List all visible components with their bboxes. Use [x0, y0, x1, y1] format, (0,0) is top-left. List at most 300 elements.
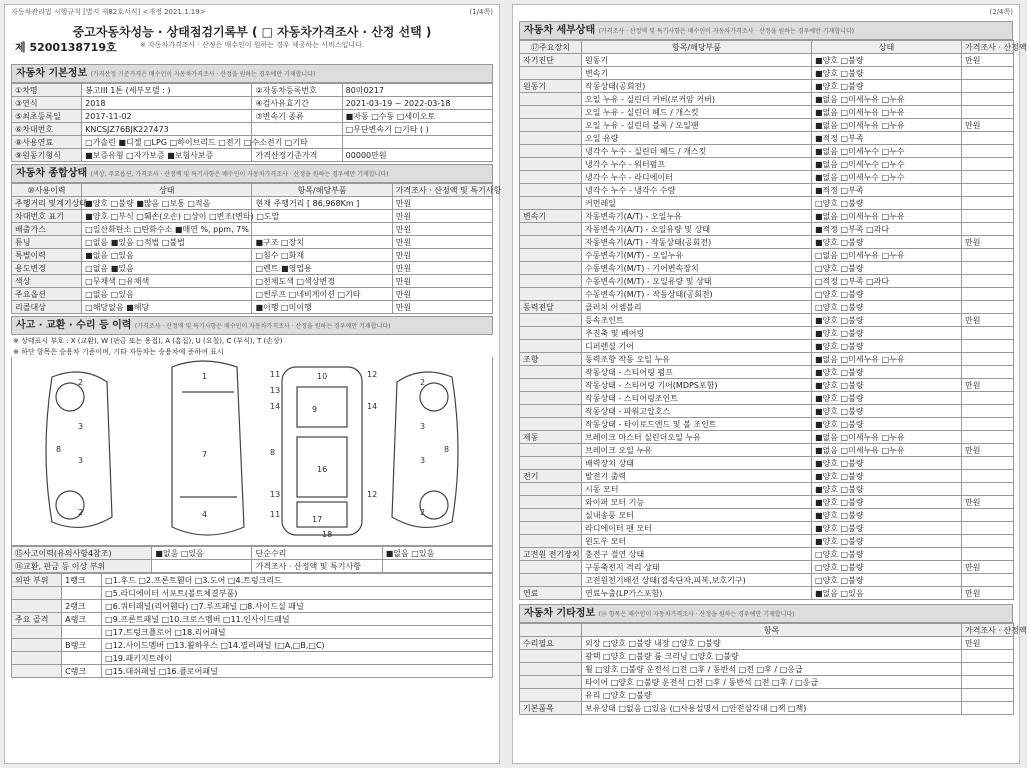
table-row [12, 665, 493, 678]
table-cell: ■양호 □불량 [812, 80, 962, 93]
table-cell: 변속기 [582, 67, 812, 80]
detail-status-table [519, 40, 1027, 600]
table-row [520, 327, 1014, 340]
table-cell: 자동변속기(A/T) - 오일유량 및 상태 [582, 223, 812, 236]
table-row [12, 197, 493, 210]
table-cell [962, 418, 1014, 431]
table-cell [382, 560, 492, 573]
table-cell [62, 626, 102, 639]
table-cell: C랭크 [62, 665, 102, 678]
table-cell [520, 93, 582, 106]
table-cell [12, 587, 62, 600]
table-row [12, 547, 493, 560]
table-cell [520, 574, 582, 587]
table-cell: ②자동차등록번호 [252, 84, 342, 97]
table-cell: 충전구 절연 상태 [582, 548, 812, 561]
table-cell [62, 652, 102, 665]
table-cell: □무단변속기 □기타 ( ) [342, 123, 492, 136]
table-cell: ■없음 □있음 [382, 547, 492, 560]
table-row [520, 67, 1014, 80]
svg-text:2: 2 [420, 378, 426, 387]
table-cell [520, 314, 582, 327]
table-cell [962, 249, 1014, 262]
svg-text:4: 4 [202, 510, 208, 519]
table-cell: 작동상태 - 파워고압호스 [582, 405, 812, 418]
table-cell: 만원 [962, 444, 1014, 457]
svg-text:16: 16 [317, 465, 328, 474]
table-cell: □없음 ■있음 □적법 □불법 [82, 236, 252, 249]
table-cell: ③연식 [12, 97, 82, 110]
table-cell: ■없음 □있음 [152, 547, 252, 560]
table-row [520, 288, 1014, 301]
table-cell: 냉각수 누수 - 워터펌프 [582, 158, 812, 171]
table-row [520, 650, 1014, 663]
table-cell: ⑦변속기 종류 [252, 110, 342, 123]
table-cell: ■양호 □불량 [812, 340, 962, 353]
table-cell: 만원 [962, 379, 1014, 392]
table-cell: ■양호 □불량 [812, 470, 962, 483]
table-cell [962, 158, 1014, 171]
table-row [520, 262, 1014, 275]
table-row [12, 97, 493, 110]
table-row [12, 574, 493, 587]
table-cell [520, 158, 582, 171]
svg-text:1: 1 [202, 372, 208, 381]
table-cell: 가격산정기준가격 [252, 149, 342, 162]
table-cell: 와이퍼 모터 기능 [582, 496, 812, 509]
table-cell: ■양호 □불량 [812, 405, 962, 418]
table-cell: ■양호 □불량 [812, 483, 962, 496]
legend-symbols: ※ 상태표시 부호 : X (교환), W (판금 또는 용접), A (흠집), U (요철), C (부식), T (손상) [13, 337, 283, 345]
table-cell: 2018 [82, 97, 252, 110]
document-number: 제 5200138719호 [15, 41, 117, 54]
table-cell: 시동 모터 [582, 483, 812, 496]
table-cell: ■양호 □불량 [812, 535, 962, 548]
table-cell: ■이행 □미이행 [252, 301, 392, 314]
column-header: 항목 [582, 624, 962, 637]
table-cell [520, 106, 582, 119]
column-header: ⑰주요장치 [520, 41, 582, 54]
table-cell: ■양호 □불량 [812, 236, 962, 249]
table-row [520, 314, 1014, 327]
table-cell [152, 560, 252, 573]
table-cell [962, 80, 1014, 93]
table-cell: ■없음 □있음 [812, 587, 962, 600]
table-cell [962, 197, 1014, 210]
table-cell: ■구조 □장치 [252, 236, 392, 249]
table-cell [962, 223, 1014, 236]
table-cell [520, 262, 582, 275]
table-cell: ①차명 [12, 84, 82, 97]
table-cell: 가격조사 · 산정액 및 특기사항 [252, 560, 382, 573]
svg-text:12: 12 [367, 370, 378, 379]
basic-info-table [11, 83, 493, 162]
table-cell [520, 275, 582, 288]
table-cell [12, 600, 62, 613]
table-row [12, 288, 493, 301]
table-row [520, 93, 1014, 106]
table-cell [962, 145, 1014, 158]
table-cell: 자동변속기(A/T) - 작동상태(공회전) [582, 236, 812, 249]
table-row [520, 171, 1014, 184]
table-cell [520, 184, 582, 197]
table-cell: 만원 [962, 637, 1014, 650]
table-row [12, 84, 493, 97]
table-cell [520, 171, 582, 184]
table-row [520, 561, 1014, 574]
table-row [12, 249, 493, 262]
table-cell: ■없음 □미세누수 □누수 [812, 158, 962, 171]
table-cell: ■없음 □미세누유 □누유 [812, 106, 962, 119]
table-row [12, 587, 493, 600]
table-cell: 2017-11-02 [82, 110, 252, 123]
table-cell: 만원 [392, 236, 492, 249]
svg-text:10: 10 [317, 372, 328, 381]
table-cell: 만원 [392, 249, 492, 262]
accident-table [11, 546, 493, 573]
form-ref: 자동차관리법 시행규칙 [별지 제82호서식] <개정 2021.1.19> [11, 8, 206, 16]
table-cell: ■양호 □불량 [812, 522, 962, 535]
table-cell: 00000만원 [342, 149, 492, 162]
table-row [520, 366, 1014, 379]
table-cell: ■없음 □미세누유 □누유 [812, 210, 962, 223]
table-cell: 만원 [392, 262, 492, 275]
table-cell: ■양호 □불량 ■많음 □보통 □적음 [82, 197, 252, 210]
svg-text:11: 11 [270, 510, 281, 519]
table-cell [962, 171, 1014, 184]
table-cell: ■양호 □불량 [812, 418, 962, 431]
table-cell: 만원 [962, 587, 1014, 600]
svg-text:9: 9 [312, 405, 318, 414]
table-cell [520, 327, 582, 340]
table-cell [962, 262, 1014, 275]
table-cell: 1랭크 [62, 574, 102, 587]
table-cell [962, 650, 1014, 663]
table-row [12, 210, 493, 223]
table-cell: 자기진단 [520, 54, 582, 67]
page-2 [512, 4, 1027, 764]
table-cell: 오일 누유 - 실린더 블록 / 오일팬 [582, 119, 812, 132]
table-cell: 수리필요 [520, 637, 582, 650]
svg-text:8: 8 [270, 448, 276, 457]
table-cell: 외판 부위 [12, 574, 62, 587]
table-cell: □5.라디에이터 서포트(볼트체결부품) [102, 587, 493, 600]
svg-text:3: 3 [420, 422, 426, 431]
table-row [520, 132, 1014, 145]
table-cell [962, 106, 1014, 119]
table-cell [962, 663, 1014, 676]
table-row [520, 574, 1014, 587]
table-row [520, 197, 1014, 210]
table-row [520, 158, 1014, 171]
table-cell: □썬루프 □네비게이션 □기타 [252, 288, 392, 301]
table-cell: 수동변속기(M/T) - 기어변속장치 [582, 262, 812, 275]
table-cell: 전기 [520, 470, 582, 483]
table-cell: □가솔린 ■디젤 □LPG □하이브리드 □전기 □수소전기 □기타 [82, 136, 252, 149]
table-cell: 차대번호 표기 [12, 210, 82, 223]
table-cell: 브레이크 마스터 실린더오일 누유 [582, 431, 812, 444]
table-cell: ■양호 □불량 [812, 54, 962, 67]
table-cell [962, 353, 1014, 366]
table-cell: ■없음 □미세누유 □누유 [812, 353, 962, 366]
table-cell: 용도변경 [12, 262, 82, 275]
table-cell [962, 405, 1014, 418]
table-row [520, 210, 1014, 223]
table-cell [962, 689, 1014, 702]
table-cell: ⑤최초등록일 [12, 110, 82, 123]
table-row [12, 613, 493, 626]
table-row [520, 418, 1014, 431]
table-cell [12, 652, 62, 665]
table-row [520, 106, 1014, 119]
table-cell: 단순수리 [252, 547, 382, 560]
table-row [12, 600, 493, 613]
document-subtitle: ※ 자동차가격조사 · 산정은 매수인이 원하는 경우 제공하는 서비스입니다. [139, 41, 365, 49]
table-cell: 고전원전기배선 상태(접속단자,피복,보호기구) [582, 574, 812, 587]
svg-text:14: 14 [270, 402, 281, 411]
table-cell: ■양호 □부식 □훼손(오손) □상이 □변조(변타) □도말 [82, 210, 252, 223]
table-cell [520, 522, 582, 535]
table-cell: 튜닝 [12, 236, 82, 249]
table-cell: 작동상태 - 타이로드엔드 및 볼 조인트 [582, 418, 812, 431]
table-cell [520, 340, 582, 353]
table-cell: ■양호 □불량 [812, 366, 962, 379]
table-cell [520, 236, 582, 249]
table-row [12, 236, 493, 249]
table-cell: 실내송풍 모터 [582, 509, 812, 522]
page-number: (1/4쪽) [469, 8, 493, 16]
table-row [520, 702, 1014, 715]
table-cell: □6.쿼터패널(리어휀다) □7.루프패널 □8.사이드실 패널 [102, 600, 493, 613]
table-cell [520, 379, 582, 392]
table-cell [962, 366, 1014, 379]
table-row [520, 184, 1014, 197]
table-cell: ⑮사고이력(유의사항4참조) [12, 547, 152, 560]
table-cell [520, 676, 582, 689]
table-cell: 만원 [962, 119, 1014, 132]
table-cell: 보유상태 □없음 □있음 (□사용설명서 □안전삼각대 □잭 □잭) [582, 702, 962, 715]
table-cell [520, 444, 582, 457]
table-row [520, 379, 1014, 392]
table-cell: □해당없음 ■해당 [82, 301, 252, 314]
table-cell: □17.트렁크플로어 □18.리어패널 [102, 626, 493, 639]
table-cell [520, 249, 582, 262]
table-cell: 주요 골격 [12, 613, 62, 626]
table-cell: 만원 [962, 561, 1014, 574]
table-cell: 만원 [962, 496, 1014, 509]
table-cell [962, 702, 1014, 715]
table-row [520, 587, 1014, 600]
svg-text:13: 13 [270, 490, 281, 499]
table-cell: □없음 □미세누유 □누유 [812, 249, 962, 262]
table-cell: 만원 [392, 197, 492, 210]
table-cell: 유리 □양호 □불량 [582, 689, 962, 702]
table-cell: □1.후드 □2.프론트휀더 □3.도어 □4.트렁크리드 [102, 574, 493, 587]
table-cell [252, 123, 342, 136]
table-cell: □침수 □화재 [252, 249, 392, 262]
table-cell [962, 548, 1014, 561]
table-cell: 추진축 및 베어링 [582, 327, 812, 340]
table-row [520, 236, 1014, 249]
table-row [12, 275, 493, 288]
car-diagram [11, 357, 493, 546]
table-cell: □무채색 □유채색 [82, 275, 252, 288]
table-cell: 현재 주행거리 [ 86,968Km ] [252, 197, 392, 210]
table-cell: 브레이크 오일 누유 [582, 444, 812, 457]
table-cell: 라디에이터 팬 모터 [582, 522, 812, 535]
table-row [520, 663, 1014, 676]
column-header: ⑩사용이력 [12, 184, 82, 197]
table-cell: □양호 □불량 [812, 548, 962, 561]
table-cell: ■없음 □미세누수 □누수 [812, 145, 962, 158]
table-cell [520, 119, 582, 132]
table-cell: 수동변속기(M/T) - 작동상태(공회전) [582, 288, 812, 301]
page-1 [4, 4, 500, 764]
table-row [520, 119, 1014, 132]
table-row [520, 689, 1014, 702]
table-cell: 연료누출(LP가스포함) [582, 587, 812, 600]
table-cell [520, 535, 582, 548]
table-cell [962, 132, 1014, 145]
table-cell: ④검사유효기간 [252, 97, 342, 110]
svg-text:14: 14 [367, 402, 378, 411]
document-title: 중고자동차성능 · 상태점검기록부 ( □ 자동차가격조사 · 산정 선택 ) [72, 25, 432, 39]
svg-text:13: 13 [270, 386, 281, 395]
table-cell [962, 535, 1014, 548]
table-cell: □양호 □불량 [812, 561, 962, 574]
column-header [520, 624, 582, 637]
svg-text:3: 3 [78, 456, 84, 465]
table-cell: 특별이력 [12, 249, 82, 262]
table-cell [520, 457, 582, 470]
table-cell: ■없음 □미세누유 □누유 [812, 119, 962, 132]
column-header: 상태 [82, 184, 252, 197]
svg-text:11: 11 [270, 370, 281, 379]
table-cell: 커먼레일 [582, 197, 812, 210]
table-cell: 휠 □양호 □불량 운전석 □전 □후 / 동반석 □전 □후 / □응급 [582, 663, 962, 676]
table-cell [520, 650, 582, 663]
svg-text:8: 8 [56, 445, 62, 454]
table-cell: 기본품목 [520, 702, 582, 715]
table-cell: ■없음 □미세누유 □누유 [812, 444, 962, 457]
table-cell: ■없음 □미세누유 □누유 [812, 431, 962, 444]
table-cell [342, 136, 492, 149]
table-cell [962, 574, 1014, 587]
table-cell: 오일 누유 - 실린더 헤드 / 개스킷 [582, 106, 812, 119]
general-status-table [11, 183, 502, 314]
table-cell [520, 67, 582, 80]
table-cell: ■양호 □불량 [812, 496, 962, 509]
table-cell: 제동 [520, 431, 582, 444]
table-cell: 주행거리 및계기상태 [12, 197, 82, 210]
table-cell [62, 587, 102, 600]
table-cell: 냉각수 누수 - 라디에이터 [582, 171, 812, 184]
table-cell: □일산화탄소 □탄화수소 ■매연 %, ppm, 7% [82, 223, 252, 236]
table-cell [962, 457, 1014, 470]
table-cell: 만원 [962, 236, 1014, 249]
table-cell: 외장 □양호 □불량 내장 □양호 □불량 [582, 637, 962, 650]
table-cell: 색상 [12, 275, 82, 288]
table-cell: 수동변속기(M/T) - 오일유량 및 상태 [582, 275, 812, 288]
table-cell [520, 288, 582, 301]
table-cell [962, 392, 1014, 405]
table-row [12, 123, 493, 136]
table-cell: □적정 □부족 □과다 [812, 275, 962, 288]
table-cell [962, 93, 1014, 106]
table-cell: 만원 [392, 223, 492, 236]
table-cell: □전체도색 □색상변경 [252, 275, 392, 288]
table-cell [962, 327, 1014, 340]
table-cell: □없음 ■있음 [82, 262, 252, 275]
svg-text:3: 3 [78, 422, 84, 431]
table-cell [520, 689, 582, 702]
page-number-2: (2/4쪽) [989, 8, 1013, 16]
legend-note: ※ 하단 항목은 승용차 기준이며, 기타 자동차는 승용차에 준하여 표시 [13, 348, 224, 356]
table-cell: 배력장치 상태 [582, 457, 812, 470]
table-cell: 디퍼렌셜 기어 [582, 340, 812, 353]
table-row [520, 340, 1014, 353]
table-cell: 타이어 □양호 □불량 운전석 □전 □후 / 동반석 □전 □후 / □응급 [582, 676, 962, 689]
table-row [520, 249, 1014, 262]
table-row [12, 301, 493, 314]
table-row [520, 54, 1014, 67]
table-cell: □15.대쉬패널 □16.플로어패널 [102, 665, 493, 678]
table-row [12, 136, 493, 149]
table-row [12, 223, 493, 236]
table-row [520, 457, 1014, 470]
table-cell: ⑥차대번호 [12, 123, 82, 136]
table-cell: ■없음 □있음 [82, 249, 252, 262]
table-cell: 변속기 [520, 210, 582, 223]
table-cell: 80마0217 [342, 84, 492, 97]
accident-header: 사고 · 교환 · 수리 등 이력 (가격조사 · 산정액 및 특기사항은 매수인이 자동차가격조사 · 산정을 원하는 경우에만 기재합니다) [11, 316, 493, 335]
table-cell [12, 665, 62, 678]
table-cell [962, 509, 1014, 522]
table-row [520, 223, 1014, 236]
table-row [12, 110, 493, 123]
table-cell [520, 392, 582, 405]
table-cell: 작동상태 - 스티어링 기어(MDPS포함) [582, 379, 812, 392]
table-row [520, 509, 1014, 522]
table-cell [962, 522, 1014, 535]
table-row [520, 145, 1014, 158]
table-cell [962, 431, 1014, 444]
table-cell: ■양호 □불량 [812, 509, 962, 522]
table-cell [962, 288, 1014, 301]
table-cell [520, 663, 582, 676]
column-header: 가격조사 · 산정액 [962, 624, 1014, 637]
table-cell: 작동상태 - 스티어링 펌프 [582, 366, 812, 379]
svg-text:8: 8 [444, 445, 450, 454]
table-cell [520, 197, 582, 210]
table-row [520, 431, 1014, 444]
table-cell: ■양호 □불량 [812, 457, 962, 470]
table-cell: 원동기 [582, 54, 812, 67]
table-cell [520, 483, 582, 496]
column-header: 가격조사 · 산정액 및 특기사항 [392, 184, 492, 197]
table-cell [962, 184, 1014, 197]
table-cell: □양호 □불량 [812, 301, 962, 314]
table-cell: 작동상태 - 스티어링조인트 [582, 392, 812, 405]
table-cell: 등속조인트 [582, 314, 812, 327]
svg-text:2: 2 [78, 378, 84, 387]
table-row [520, 353, 1014, 366]
table-cell [962, 67, 1014, 80]
table-cell [962, 340, 1014, 353]
table-row [520, 405, 1014, 418]
table-cell: ■양호 □불량 [812, 392, 962, 405]
table-row [520, 535, 1014, 548]
